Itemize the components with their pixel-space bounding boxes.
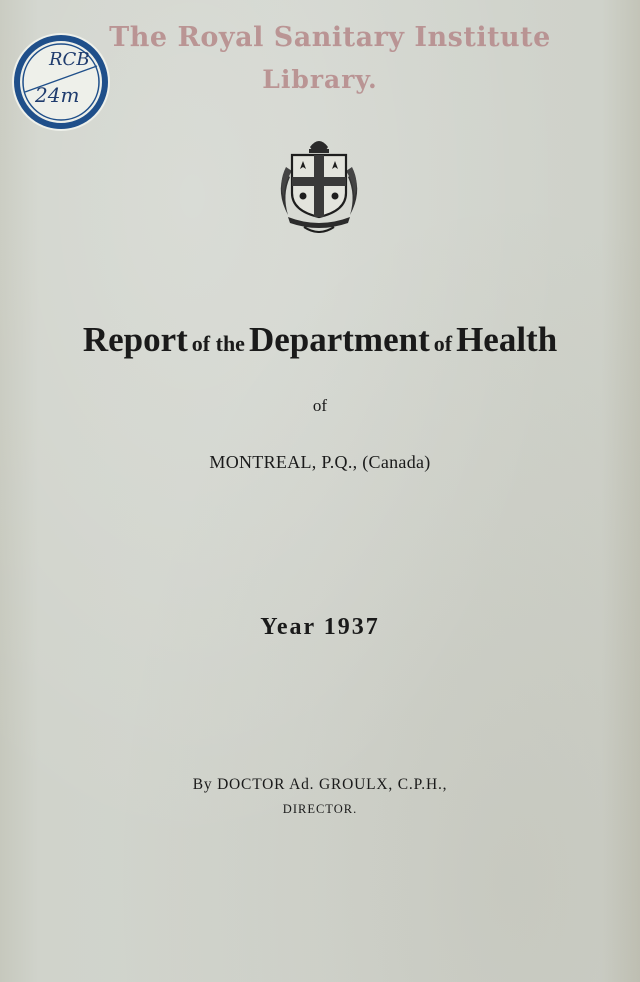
library-stamp-line2: Library. — [262, 65, 378, 94]
catalog-seal-icon — [11, 32, 111, 132]
title-word-report: Report — [82, 320, 188, 359]
library-stamp-line1: The Royal Sanitary Institute — [109, 22, 551, 53]
title-word-department: Department — [248, 320, 430, 359]
city-line: MONTREAL, P.Q., (Canada) — [209, 452, 431, 472]
seal-text-bottom: 24m — [35, 83, 80, 107]
quebec-coat-of-arms-icon — [274, 133, 364, 233]
role-line: DIRECTOR. — [282, 802, 358, 816]
seal-text-top: RCB — [49, 49, 90, 70]
title-word-health: Health — [456, 320, 558, 359]
title-word-of-the: of the — [191, 331, 245, 356]
author-line: By DOCTOR Ad. GROULX, C.P.H., — [192, 776, 448, 793]
report-title — [0, 320, 640, 360]
year-line: Year 1937 — [260, 614, 380, 640]
of-line: of — [312, 396, 328, 415]
title-word-of: of — [433, 331, 453, 356]
